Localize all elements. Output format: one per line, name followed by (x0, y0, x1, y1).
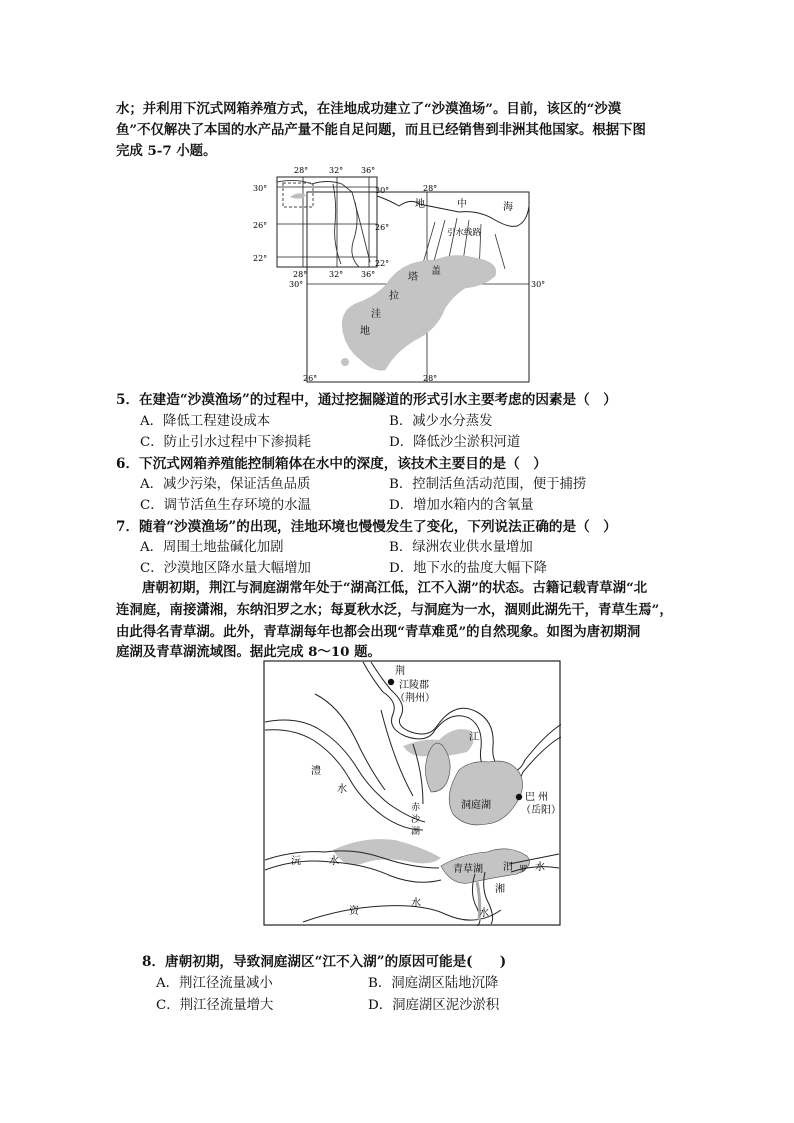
label-chisha: 沙 (411, 815, 421, 825)
label-zi-shui: 水 (411, 898, 421, 909)
question-7-option-c: C．沙漠地区降水量大幅增加 (140, 561, 311, 576)
sea-label-char: 海 (503, 202, 513, 213)
label-li-shui: 水 (337, 784, 347, 795)
inset-right-tick: 30° (375, 186, 390, 195)
question-7-option-a: A．周围土地盐碱化加剧 (140, 540, 284, 555)
dongting-lake-map (263, 660, 561, 926)
question-5-stem: 5．在建造“沙漠渔场”的过程中，通过挖掘隧道的形式引水主要考虑的因素是（ ） (116, 392, 617, 408)
main-bottom-tick: 26° (303, 374, 318, 383)
question-6-option-b: B．控制活鱼活动范围，便于捕捞 (389, 477, 587, 492)
question-6-option-c: C．调节活鱼生存环境的水温 (140, 498, 311, 513)
label-chisha: 赤 (411, 803, 421, 813)
inset-top-tick: 32° (329, 166, 344, 175)
intro2-line-1: 唐朝初期，荆江与洞庭湖常年处于“湖高江低，江不入湖”的状态。古籍记载青草湖“北 (142, 580, 648, 596)
main-right-tick: 30° (531, 280, 546, 289)
label-jiangling: 江陵郡 (399, 680, 429, 691)
question-5-option-b: B．减少水分蒸发 (389, 414, 493, 429)
intro2-line-3: 由此得名青草湖。此外，青草湖每年也都会出现“青草难觅”的自然现象。如图为唐初期洞 (116, 624, 641, 640)
inset-bottom-tick: 36° (361, 270, 376, 279)
label-zi: 资 (349, 906, 359, 917)
depression-label-char: 盖 (431, 266, 441, 277)
label-jingzhou: （荆州） (395, 693, 435, 704)
question-7-option-d: D．地下水的盐度大幅下降 (389, 561, 548, 576)
intro-line-2: 鱼”不仅解决了本国的水产品产量不能自足问题，而且已经销售到非洲其他国家。根据下图 (116, 122, 646, 138)
label-mi: 汨 (503, 862, 513, 873)
label-xiang: 湘 (495, 884, 505, 895)
depression-label-char: 洼 (371, 309, 381, 320)
intro2-line-2: 连洞庭，南接潇湘，东纳汨罗之水；每夏秋水泛，与洞庭为一水，涸则此湖先干，青草生焉”， (116, 602, 673, 618)
question-8-stem: 8．唐朝初期，导致洞庭湖区“江不入湖”的原因可能是( ) (142, 954, 507, 970)
question-5-option-a: A．降低工程建设成本 (140, 414, 271, 429)
question-7-stem: 7．随着“沙漠渔场”的出现，洼地环境也慢慢发生了变化，下列说法正确的是（ ） (116, 519, 617, 535)
question-8-option-a: A．荆江径流量减小 (156, 976, 273, 991)
question-8-option-c: C．荆江径流量增大 (156, 998, 274, 1013)
label-xiang-shui: 水 (479, 908, 489, 919)
inset-left-tick: 30° (253, 184, 268, 193)
depression-label-char: 塔 (408, 272, 418, 283)
intro2-line-4: 庭湖及青草湖流域图。据此完成 8～10 题。 (116, 644, 381, 660)
jiangling-marker (388, 679, 394, 685)
question-5-option-d: D．降低沙尘淤积河道 (389, 435, 521, 450)
label-dongting: 洞庭湖 (461, 800, 491, 811)
intro-line-1: 水；并利用下沉式网箱养殖方式，在洼地成功建立了“沙漠渔场”。目前，该区的“沙漠 (116, 101, 622, 117)
question-7-option-b: B．绿洲农业供水量增加 (389, 540, 533, 555)
label-chisha: 湖 (411, 827, 421, 837)
inset-left-tick: 26° (253, 221, 268, 230)
inset-bottom-tick: 28° (293, 270, 308, 279)
water-route-label: 引水线路 (447, 228, 482, 238)
main-left-tick: 30° (289, 280, 304, 289)
label-qingcao: 青草湖 (453, 864, 483, 875)
depression-label-char: 地 (360, 326, 370, 337)
label-yueyang: （岳阳） (521, 805, 561, 816)
label-jiang: 江 (469, 732, 479, 743)
main-bottom-tick: 28° (423, 374, 438, 383)
label-jing: 荆 (395, 666, 405, 677)
inset-top-tick: 36° (361, 166, 376, 175)
question-6-stem: 6．下沉式网箱养殖能控制箱体在水中的深度，该技术主要目的是（ ） (116, 456, 547, 472)
question-6-option-a: A．减少污染，保证活鱼品质 (140, 477, 311, 492)
label-yuan: 沅 (291, 856, 301, 867)
question-8-option-b: B．洞庭湖区陆地沉降 (368, 976, 499, 991)
label-luo: 罗 (519, 865, 528, 875)
inset-left-tick: 22° (253, 254, 268, 263)
inset-right-tick: 26° (375, 223, 390, 232)
question-5-option-c: C．防止引水过程中下渗损耗 (140, 435, 311, 450)
qattara-map (245, 162, 555, 384)
label-bazhou: 巴 州 (525, 792, 549, 803)
inset-bottom-tick: 32° (329, 270, 344, 279)
main-top-tick: 28° (423, 184, 438, 193)
question-8-option-d: D．洞庭湖区泥沙淤积 (368, 998, 500, 1013)
label-yuan-shui: 水 (329, 856, 339, 867)
sea-label-char: 中 (457, 199, 467, 210)
inset-right-tick: 22° (375, 259, 390, 268)
bazhou-marker (516, 794, 522, 800)
inset-top-tick: 28° (294, 166, 309, 175)
question-6-option-d: D．增加水箱内的含氧量 (389, 498, 534, 513)
intro-line-3: 完成 5-7 小题。 (116, 143, 217, 159)
label-li: 澧 (311, 766, 321, 777)
sea-label-char: 地 (415, 199, 425, 210)
depression-label-char: 拉 (389, 291, 399, 302)
label-miluo-shui: 水 (535, 862, 545, 873)
